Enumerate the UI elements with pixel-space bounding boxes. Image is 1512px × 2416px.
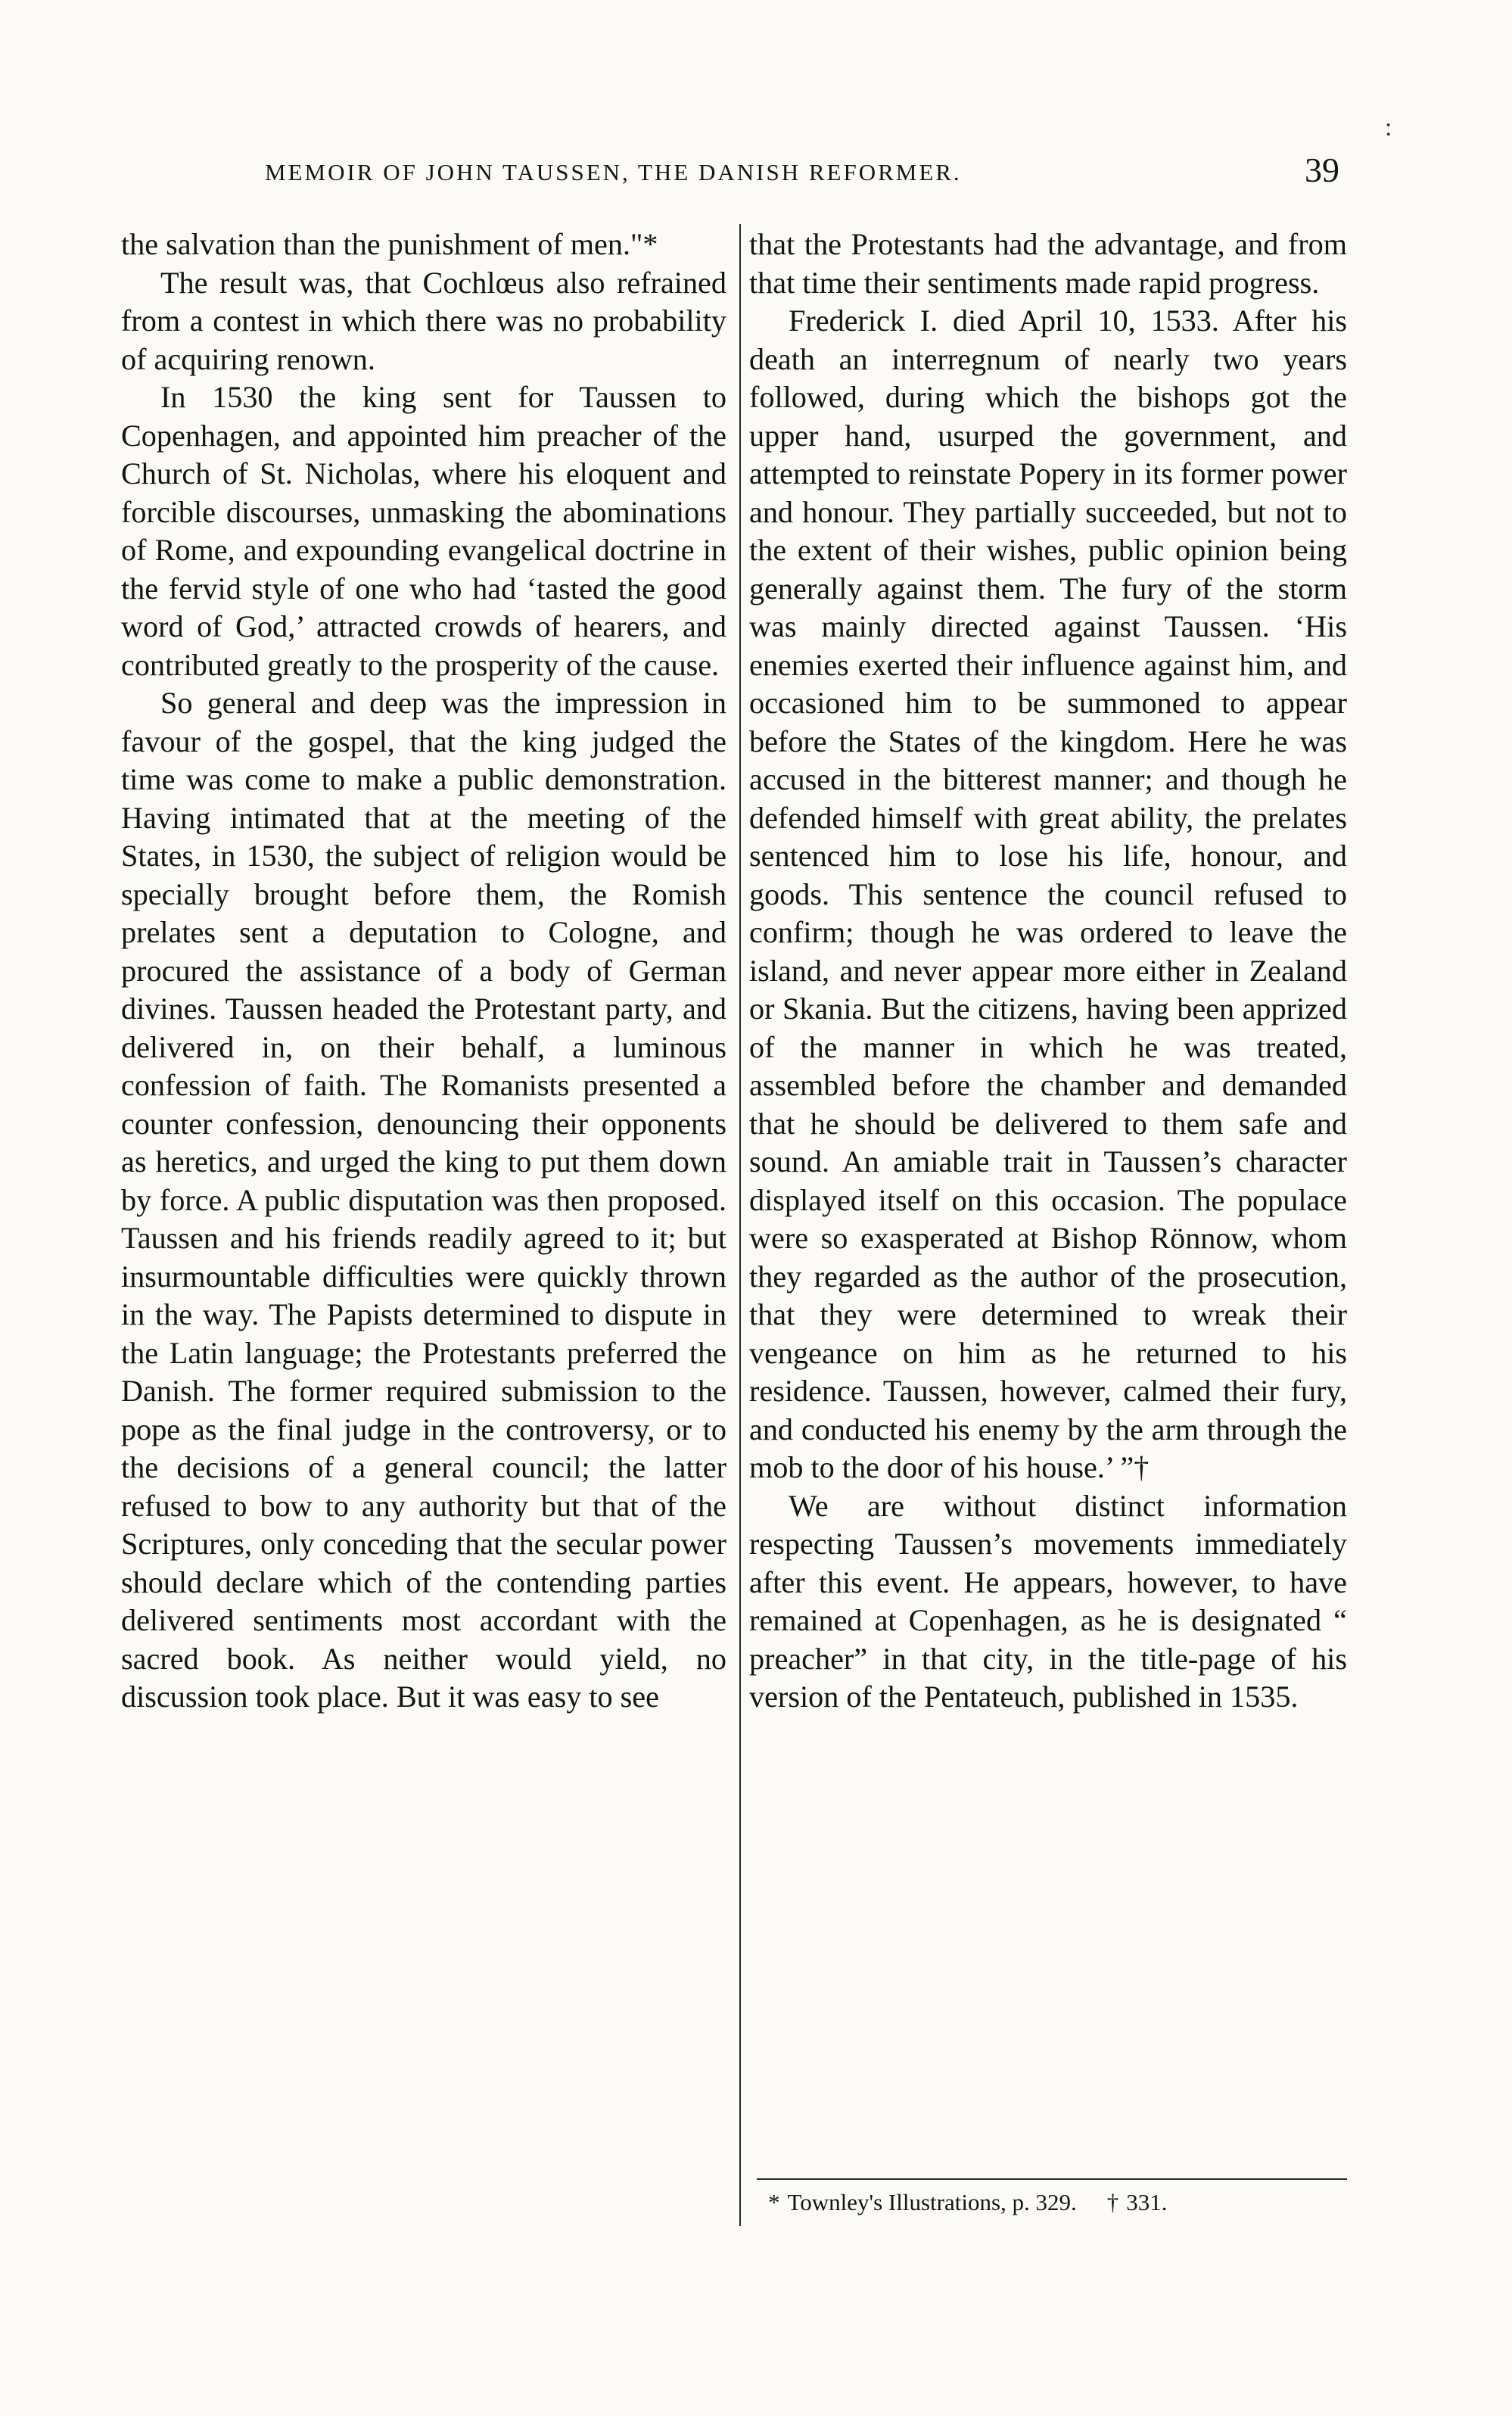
- column-divider: [739, 224, 741, 2226]
- left-column: [121, 226, 726, 1717]
- paragraph: Frederick I. died April 10, 1533. After his death an interregnum of nearly two years followed, during which the bishops got the upper hand, usurped the government, and attempted to reinstate Popery in its former power and honour. They partially succeeded, but not to the extent of their wishes, public opinion being generally against them. The fury of the storm was mainly directed against Taussen. ‘His enemies exerted their influence against him, and occasioned him to be summoned to appear before the States of the kingdom. Here he was accused in the bitterest manner; and though he defended himself with great ability, the prelates sentenced him to lose his life, honour, and goods. This sentence the council refused to confirm; though he was ordered to leave the island, and never appear more either in Zealand or Skania. But the citizens, having been apprized of the manner in which he was treated, assembled before the chamber and demanded that he should be delivered to them safe and sound. An amiable trait in Taussen’s character displayed itself on this occasion. The populace were so exasperated at Bishop Rönnow, whom they regarded as the author of the prosecution, that they were determined to wreak their vengeance on him as he returned to his residence. Taussen, however, calmed their fury, and conducted his enemy by the arm through the mob to the door of his house.’ ”†: [749, 304, 1347, 1484]
- footnotes: [768, 2189, 1351, 2216]
- margin-mark: :: [1385, 114, 1392, 142]
- footnote-mark: †: [1106, 2189, 1119, 2215]
- paragraph: In 1530 the king sent for Taussen to Copenhagen, and appointed him preacher of the Church of St. Nicholas, where his eloquent and forcible discourses, unmasking the abominations of Rome, and expounding evangelical doctrine in the fervid style of one who had ‘tasted the good word of God,’ attracted crowds of hearers, and contributed greatly to the prosperity of the cause.: [121, 380, 726, 682]
- paragraph: So general and deep was the impression in favour of the gospel, that the king judged the time was come to make a public demonstration. Having intimated that at the meeting of the States, in 1530, the subject of religion would be specially brought before them, the Romish prelates sent a deputation to Cologne, and procured the assistance of a body of German divines. Taussen headed the Protestant party, and delivered in, on their behalf, a luminous confession of faith. The Romanists presented a counter confession, denouncing their opponents as heretics, and urged the king to put them down by force. A public disputation was then proposed. Taussen and his friends readily agreed to it; but insurmountable difficulties were quickly thrown in the way. The Papists determined to dispute in the Latin language; the Protestants preferred the Danish. The former required submission to the pope as the final judge in the controversy, or to the decisions of a general council; the latter refused to bow to any authority but that of the Scriptures, only conceding that the secular power should declare which of the contending parties delivered sentiments most accordant with the sacred book. As neither would yield, no discussion took place. But it was easy to see: [121, 686, 726, 1714]
- footnote-mark: *: [768, 2189, 780, 2215]
- footnote-divider: [757, 2178, 1347, 2180]
- paragraph: We are without distinct information respecting Taussen’s movements immediately after this event. He appears, however, to have remained at Copenhagen, as he is designated “ preacher” in that city, in the title-page of his version of the Pentateuch, published in 1535.: [749, 1488, 1347, 1714]
- page-number: 39: [1305, 151, 1339, 189]
- paragraph: the salvation than the punishment of men."*: [121, 227, 658, 261]
- right-column: [749, 226, 1347, 1717]
- footnote-text: 331.: [1126, 2189, 1168, 2215]
- running-head: [121, 148, 1339, 197]
- footnote-text: Townley's Illustrations, p. 329.: [787, 2189, 1077, 2215]
- paragraph: that the Protestants had the advantage, and from that time their sentiments made rapid progress.: [749, 227, 1347, 300]
- running-title: MEMOIR OF JOHN TAUSSEN, THE DANISH REFORMER.: [265, 159, 962, 185]
- paragraph: The result was, that Cochlœus also refrained from a contest in which there was no probability of acquiring renown.: [121, 265, 726, 376]
